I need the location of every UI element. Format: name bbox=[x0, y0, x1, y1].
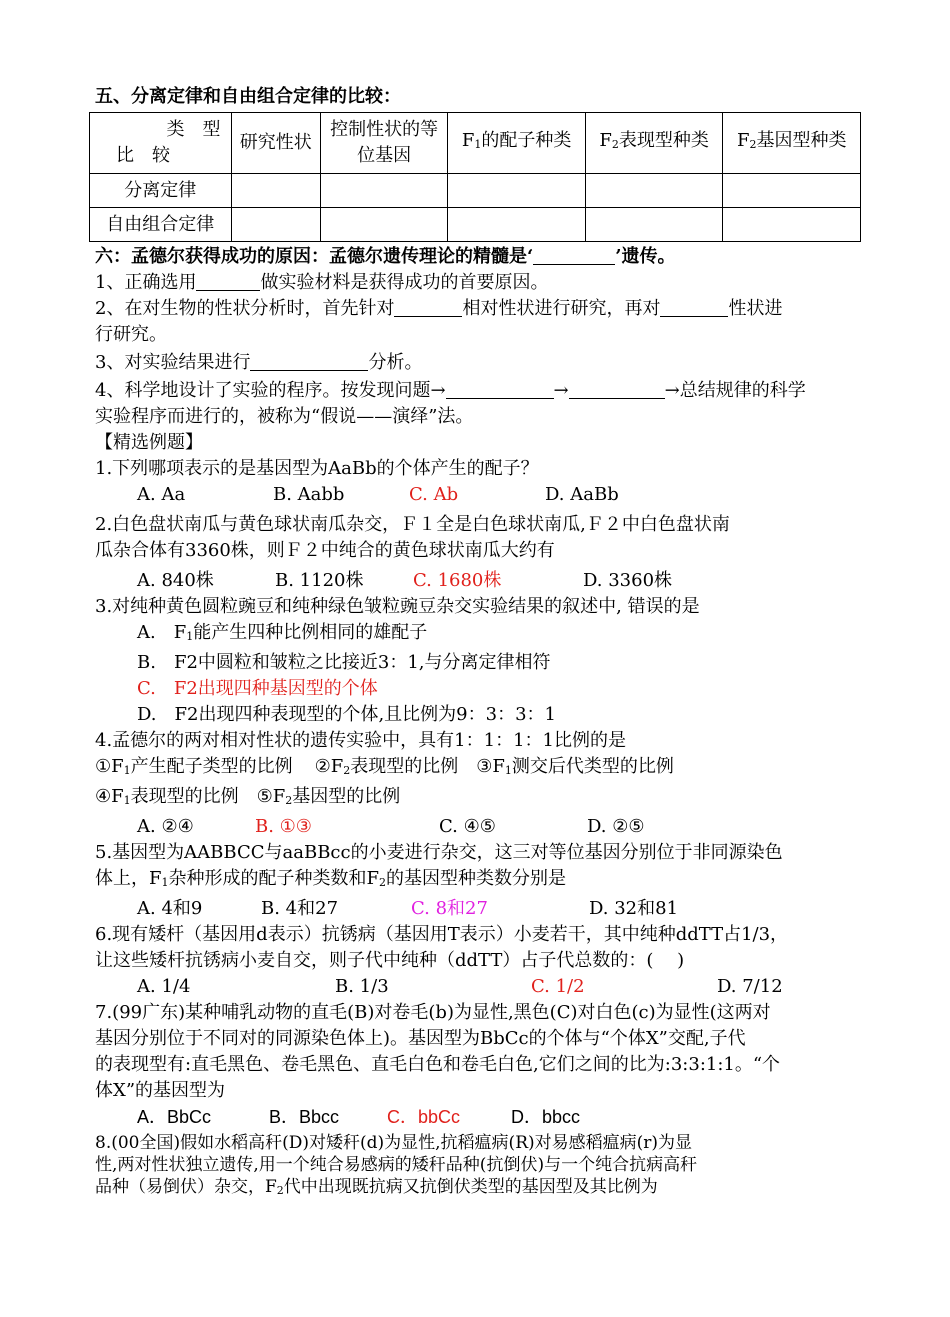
verification-blank[interactable] bbox=[569, 380, 665, 399]
header-trait: 研究性状 bbox=[231, 113, 320, 174]
q3-option-b[interactable]: B. F2中圆粒和皱粒之比接近3：1,与分离定律相符 bbox=[137, 652, 551, 673]
q7-line4: 体X”的基因型为 bbox=[95, 1080, 226, 1101]
row-label-segregation: 分离定律 bbox=[90, 174, 232, 208]
q2-stem-line2: 瓜杂合体有3360株，则Ｆ２中纯合的黄色球状南瓜大约有 bbox=[95, 540, 555, 561]
table-header-row bbox=[90, 113, 861, 174]
header-f2-phenotypes: $F_2$表现型种类 bbox=[585, 113, 723, 174]
q4-option-d[interactable]: D. ②⑤ bbox=[587, 816, 645, 837]
q7-options bbox=[95, 1104, 865, 1130]
q5-option-a[interactable]: A. 4和9 bbox=[137, 898, 203, 919]
hypothesis-blank[interactable] bbox=[446, 380, 554, 399]
q6-stem-line1: 6.现有矮杆（基因用d表示）抗锈病（基因用T表示）小麦若干，其中纯种ddTT占1/3， bbox=[95, 924, 789, 945]
reason-4-cont: 实验程序而进行的，被称为“假说——演绎”法。 bbox=[95, 406, 474, 427]
q8-line1: 8.(00全国)假如水稻高秆(D)对矮秆(d)为显性,抗稻瘟病(R)对易感稻瘟病(r)为显 bbox=[95, 1133, 693, 1153]
reason-2-cont: 行研究。 bbox=[95, 324, 167, 345]
q1-option-d[interactable]: D. AaBb bbox=[545, 484, 619, 505]
q8-line3: 品种（易倒伏）杂交，$F_2$代中出现既抗病又抗倒伏类型的基因型及其比例为 bbox=[95, 1177, 658, 1197]
q1-options bbox=[95, 482, 865, 508]
row-label-independent-assortment: 自由组合定律 bbox=[90, 208, 232, 242]
q7-option-c[interactable]: C．bbCc bbox=[387, 1107, 461, 1127]
q2-stem-line1: 2.白色盘状南瓜与黄色球状南瓜杂交，Ｆ１全是白色球状南瓜,Ｆ２中白色盘状南 bbox=[95, 514, 730, 535]
table-cell[interactable] bbox=[723, 208, 861, 242]
q4-items-line1: $①F_1$产生配子类型的比例 $②F_2$表现型的比例 $③F_1$测交后代类型的比例 bbox=[95, 756, 674, 777]
reason-2: 2、在对生物的性状分析时，首先针对 相对性状进行研究，再对 性状进 bbox=[95, 298, 783, 319]
section-6-title: 六：孟德尔获得成功的原因：孟德尔遗传理论的精髓是‘ ’遗传。 bbox=[95, 246, 676, 267]
q2-option-a[interactable]: A. 840株 bbox=[137, 570, 214, 591]
q5-option-b[interactable]: B. 4和27 bbox=[261, 898, 339, 919]
corner-top-label: 类 型 bbox=[166, 119, 221, 140]
q1-stem: 1.下列哪项表示的是基因型为AaBb的个体产生的配子？ bbox=[95, 458, 539, 479]
q2-option-c[interactable]: C. 1680株 bbox=[413, 570, 502, 591]
q7-option-d[interactable]: D．bbcc bbox=[511, 1107, 581, 1127]
table-cell[interactable] bbox=[448, 174, 586, 208]
q1-option-a[interactable]: A. Aa bbox=[137, 484, 186, 505]
q5-stem-line2: 体上，$F_1$杂种形成的配子种类数和$F_2$的基因型种类数分别是 bbox=[95, 868, 566, 889]
q7-line1: 7.(99广东)某种哺乳动物的直毛(B)对卷毛(b)为显性,黑色(C)对白色(c)为显性(这两对 bbox=[95, 1002, 771, 1023]
table-cell[interactable] bbox=[448, 208, 586, 242]
q5-stem-line1: 5.基因型为AABBCC与aaBBcc的小麦进行杂交，这三对等位基因分别位于非同源染色 bbox=[95, 842, 783, 863]
examples-title: 【精选例题】 bbox=[95, 432, 203, 453]
section-5-title: 五、分离定律和自由组合定律的比较： bbox=[95, 86, 401, 107]
q4-items-line2: $④F_1$表现型的比例 $⑤F_2$基因型的比例 bbox=[95, 786, 401, 807]
q2-option-b[interactable]: B. 1120株 bbox=[275, 570, 364, 591]
q5-option-c[interactable]: C. 8和27 bbox=[411, 898, 488, 919]
corner-bottom-label: 比 较 bbox=[116, 145, 170, 166]
reason-1: 1、正确选用 做实验材料是获得成功的首要原因。 bbox=[95, 272, 549, 293]
table-cell[interactable] bbox=[585, 208, 723, 242]
table-cell[interactable] bbox=[723, 174, 861, 208]
q1-option-c[interactable]: C. Ab bbox=[409, 484, 459, 505]
reason-4: 4、科学地设计了实验的程序。按发现问题→ → →总结规律的科学 bbox=[95, 380, 806, 401]
q3-option-a[interactable]: A. $F_1$能产生四种比例相同的雄配子 bbox=[137, 622, 428, 643]
table-cell[interactable] bbox=[231, 208, 320, 242]
material-blank[interactable] bbox=[196, 272, 260, 291]
multi-pair-blank[interactable] bbox=[660, 298, 728, 317]
reason-3: 3、对实验结果进行 分析。 bbox=[95, 352, 423, 373]
table-cell[interactable] bbox=[320, 208, 447, 242]
q1-option-b[interactable]: B. Aabb bbox=[273, 484, 345, 505]
q2-options bbox=[95, 568, 865, 594]
q5-option-d[interactable]: D. 32和81 bbox=[589, 898, 679, 919]
q7-line3: 的表现型有:直毛黑色、卷毛黑色、直毛白色和卷毛白色,它们之间的比为:3:3:1:1。“个 bbox=[95, 1054, 781, 1075]
worksheet-page bbox=[95, 84, 865, 1202]
q8-line2: 性,两对性状独立遗传,用一个纯合易感病的矮秆品种(抗倒伏)与一个纯合抗病高秆 bbox=[95, 1155, 698, 1175]
q4-option-b[interactable]: B. ①③ bbox=[255, 816, 312, 837]
q6-option-b[interactable]: B. 1/3 bbox=[335, 976, 389, 997]
q7-line2: 基因分别位于不同对的同源染色体上)。基因型为BbCc的个体与“个体X”交配,子代 bbox=[95, 1028, 746, 1049]
table-row bbox=[90, 208, 861, 242]
q7-option-a[interactable]: A．BbCc bbox=[137, 1107, 212, 1127]
analysis-blank[interactable] bbox=[250, 352, 368, 371]
table-cell[interactable] bbox=[231, 174, 320, 208]
q6-option-d[interactable]: D. 7/12 bbox=[717, 976, 783, 997]
q2-option-d[interactable]: D. 3360株 bbox=[583, 570, 673, 591]
corner-cell bbox=[90, 113, 232, 174]
q6-option-a[interactable]: A. 1/4 bbox=[137, 976, 191, 997]
q3-option-d[interactable]: D. F2出现四种表现型的个体,且比例为9：3：3：1 bbox=[137, 704, 556, 725]
table-cell[interactable] bbox=[320, 174, 447, 208]
header-alleles: 控制性状的等位基因 bbox=[320, 113, 447, 174]
q5-options bbox=[95, 896, 865, 922]
essence-blank[interactable] bbox=[533, 246, 615, 265]
q6-options bbox=[95, 974, 865, 1000]
table-cell[interactable] bbox=[585, 174, 723, 208]
comparison-table bbox=[89, 112, 861, 242]
q6-option-c[interactable]: C. 1/2 bbox=[531, 976, 585, 997]
q4-option-a[interactable]: A. ②④ bbox=[137, 816, 194, 837]
table-row bbox=[90, 174, 861, 208]
q4-stem: 4.孟德尔的两对相对性状的遗传实验中，具有1：1：1：1比例的是 bbox=[95, 730, 626, 751]
header-f2-genotypes: $F_2$基因型种类 bbox=[723, 113, 861, 174]
q7-option-b[interactable]: B．Bbcc bbox=[269, 1107, 340, 1127]
q4-options bbox=[95, 814, 865, 840]
one-pair-blank[interactable] bbox=[394, 298, 462, 317]
q6-stem-line2: 让这些矮杆抗锈病小麦自交，则子代中纯种（ddTT）占子代总数的：( ) bbox=[95, 950, 685, 971]
q3-option-c[interactable]: C. F2出现四种基因型的个体 bbox=[137, 678, 378, 699]
header-f1-gametes: $F_1$的配子种类 bbox=[448, 113, 586, 174]
q3-stem: 3.对纯种黄色圆粒豌豆和纯种绿色皱粒豌豆杂交实验结果的叙述中, 错误的是 bbox=[95, 596, 700, 617]
q4-option-c[interactable]: C. ④⑤ bbox=[439, 816, 496, 837]
